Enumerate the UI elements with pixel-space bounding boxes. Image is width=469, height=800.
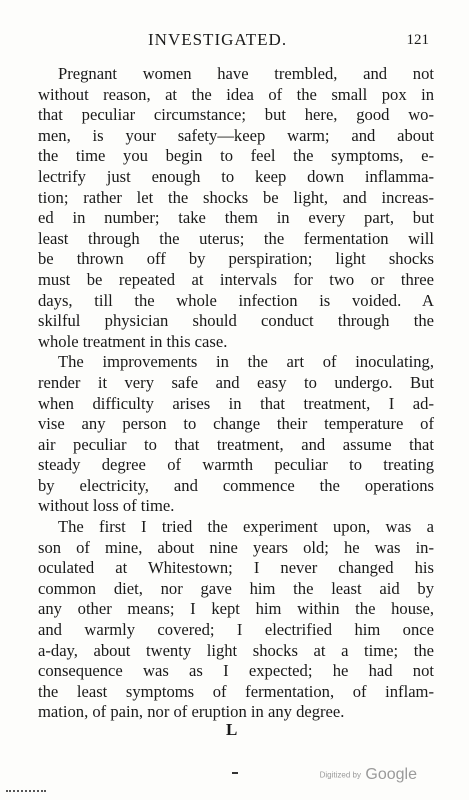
text-line: tion; rather let the shocks be light, and increas- bbox=[38, 187, 434, 207]
text-line: men, is your safety—keep warm; and about bbox=[38, 125, 434, 145]
text-line: the least symptoms of fermentation, of inflam- bbox=[38, 681, 434, 701]
signature-mark: L bbox=[226, 720, 238, 739]
paragraph-2 bbox=[38, 352, 434, 517]
text-line: must be repeated at intervals for two or three bbox=[38, 269, 434, 289]
text-line: days, till the whole infection is voided. A bbox=[38, 290, 434, 310]
text-line: steady degree of warmth peculiar to treating bbox=[38, 455, 434, 475]
text-line: mation, of pain, nor of eruption in any degree. bbox=[38, 702, 345, 722]
text-line: when difficulty arises in that treatment, I ad- bbox=[38, 393, 434, 413]
print-mark bbox=[232, 772, 238, 774]
text-line: The first I tried the experiment upon, was a bbox=[58, 517, 434, 537]
watermark-brand: Google bbox=[365, 766, 417, 783]
text-line: without reason, at the idea of the small pox in bbox=[38, 84, 434, 104]
page-header bbox=[0, 30, 469, 54]
paragraph-1 bbox=[38, 64, 434, 352]
text-line: be thrown off by perspiration; light shocks bbox=[38, 249, 434, 269]
text-line: lectrify just enough to keep down inflamma- bbox=[38, 166, 434, 186]
text-line: the time you begin to feel the symptoms, e- bbox=[38, 146, 434, 166]
text-line: that peculiar circumstance; but here, good wo- bbox=[38, 105, 434, 125]
text-line: son of mine, about nine years old; he was in- bbox=[38, 537, 434, 557]
text-line: consequence was as I expected; he had not bbox=[38, 661, 434, 681]
text-line: Pregnant women have trembled, and not bbox=[58, 64, 434, 83]
body-text bbox=[38, 64, 434, 723]
text-line: render it very safe and easy to undergo. But bbox=[38, 372, 434, 392]
digitized-watermark bbox=[320, 766, 417, 784]
text-line: any other means; I kept him within the house, bbox=[38, 599, 434, 619]
text-line: vise any person to change their temperature of bbox=[38, 414, 434, 434]
scan-edge-mark bbox=[6, 790, 46, 796]
page-number: 121 bbox=[406, 32, 429, 48]
watermark-prefix: Digitized by bbox=[319, 770, 361, 780]
paragraph-3 bbox=[38, 517, 434, 723]
text-line: whole treatment in this case. bbox=[38, 331, 228, 351]
text-line: without loss of time. bbox=[38, 496, 175, 516]
text-line: air peculiar to that treatment, and assume that bbox=[38, 434, 434, 454]
text-line: a-day, about twenty light shocks at a time; the bbox=[38, 640, 434, 660]
text-line: ed in number; take them in every part, but bbox=[38, 208, 434, 228]
text-line: skilful physician should conduct through the bbox=[38, 311, 434, 331]
text-line: and warmly covered; I electrified him once bbox=[38, 620, 434, 640]
text-line: oculated at Whitestown; I never changed his bbox=[38, 558, 434, 578]
text-line: least through the uterus; the fermentation will bbox=[38, 228, 434, 248]
running-head: INVESTIGATED. bbox=[148, 30, 288, 49]
text-line: The improvements in the art of inoculating, bbox=[58, 352, 434, 372]
text-line: by electricity, and commence the operations bbox=[38, 475, 434, 495]
text-line: common diet, nor gave him the least aid by bbox=[38, 578, 434, 598]
